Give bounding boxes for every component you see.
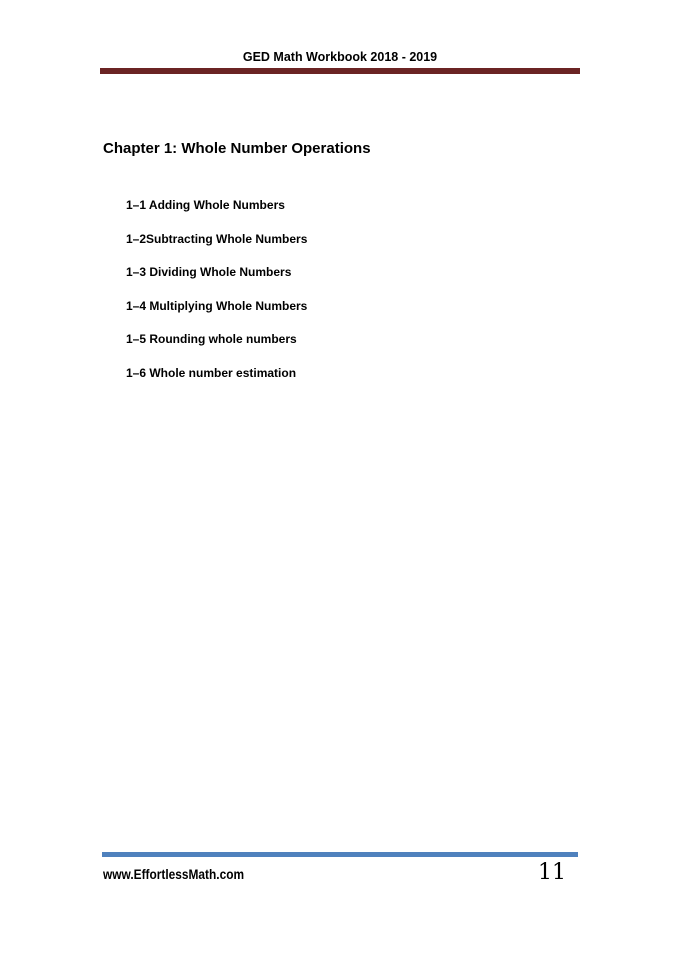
footer-website: www.EffortlessMath.com [103,866,245,882]
list-item: 1–1 Adding Whole Numbers [126,198,285,212]
header-rule [100,68,580,74]
list-item: 1–2Subtracting Whole Numbers [126,231,308,246]
chapter-contents [126,198,307,399]
list-item: 1–4 Multiplying Whole Numbers [126,298,308,313]
list-item: 1–6 Whole number estimation [126,365,297,380]
page-number: 11 [538,860,566,885]
running-header: GED Math Workbook 2018 - 2019 [242,50,438,64]
list-item: 1–3 Dividing Whole Numbers [126,265,292,279]
footer-rule [102,852,578,857]
list-item: 1–5 Rounding whole numbers [126,332,297,346]
chapter-title: Chapter 1: Whole Number Operations [103,140,371,157]
